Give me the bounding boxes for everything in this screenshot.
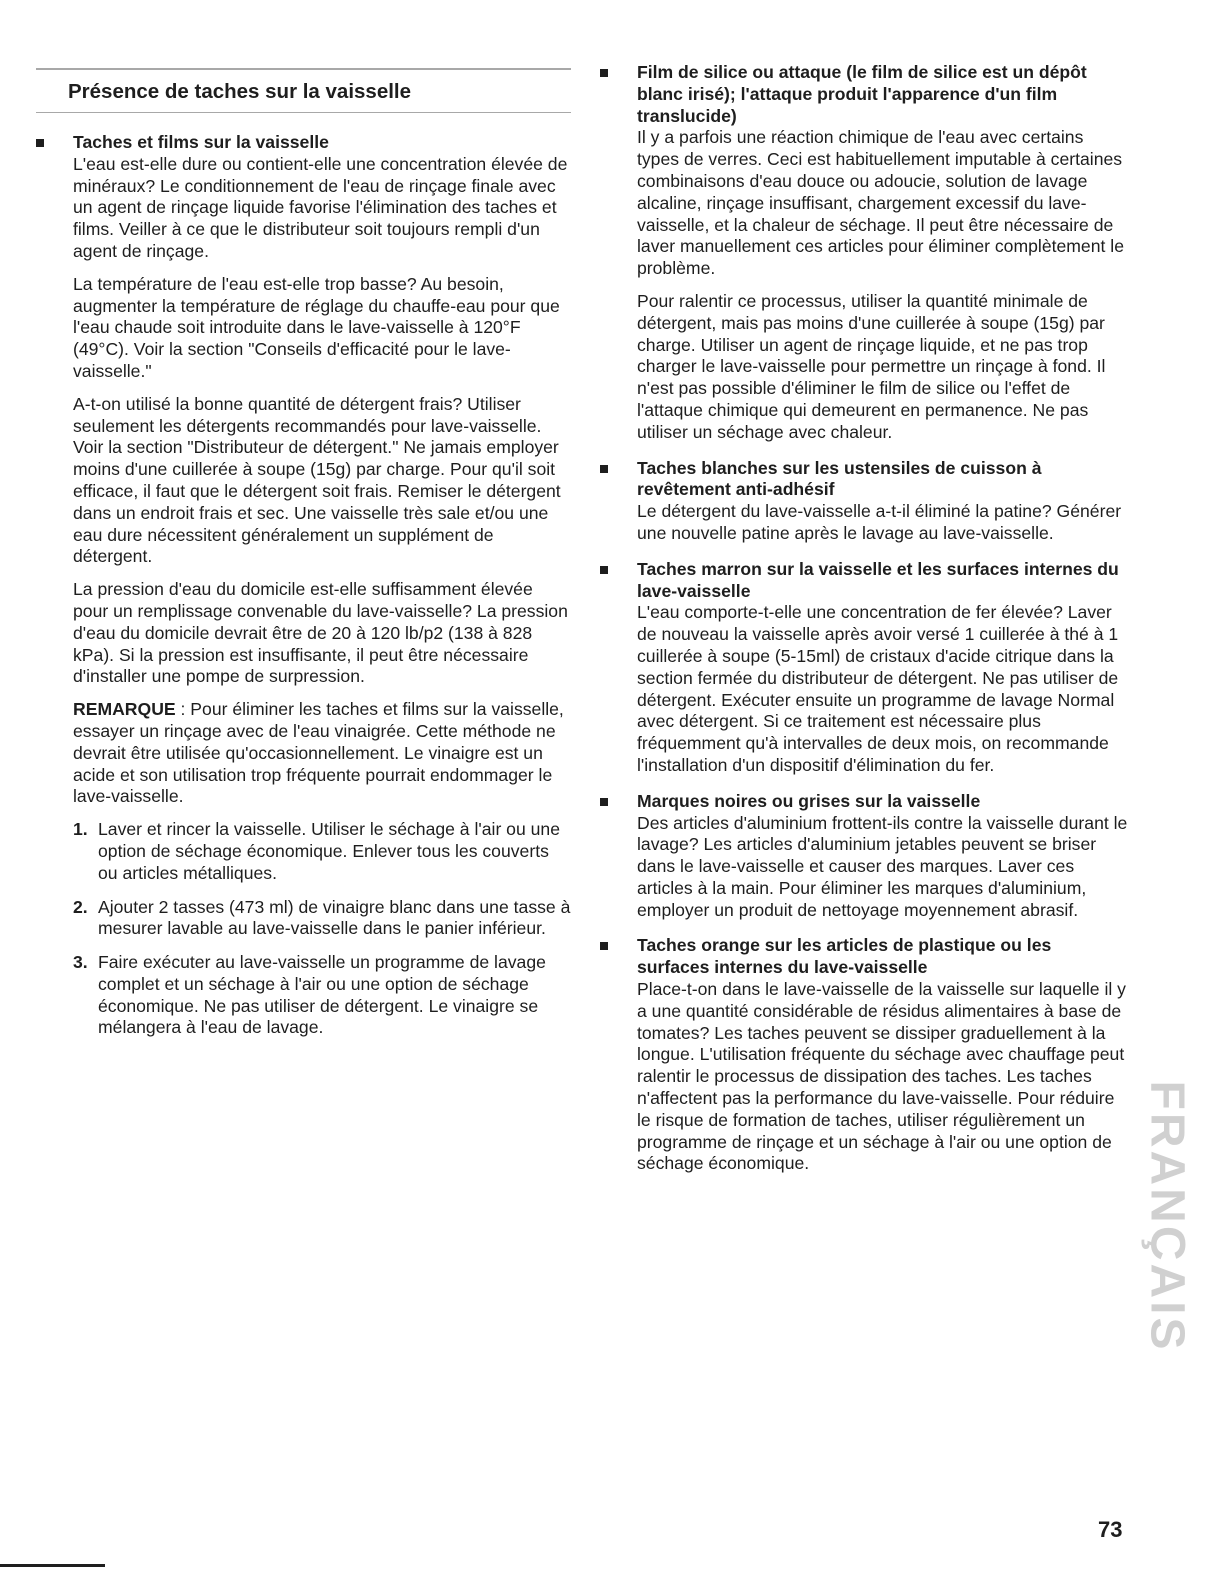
note-label: REMARQUE: [73, 699, 176, 720]
note-paragraph: [73, 699, 571, 808]
step-text: Ajouter 2 tasses (473 ml) de vinaigre blanc dans une tasse à mesurer lavable au lave-vaisselle dans le panier inférieur.: [98, 896, 571, 939]
square-bullet-icon: [600, 798, 608, 806]
side-tab-label: FRANÇAIS: [1140, 1080, 1194, 1353]
step-number: 2.: [73, 896, 88, 917]
page-number: 73: [1098, 1517, 1123, 1542]
paragraph: Il y a parfois une réaction chimique de l'eau avec certains types de verres. Ceci est habituellement imputable à certaines combinaisons d'eau douce ou adoucie, solution de lavage alcaline, rinçage insuffisant, chargement excessif du lave-vaisselle, et la chaleur de séchage. Il peut être nécessaire de laver manuellement ces articles pour éliminer complètement le problème.: [637, 127, 1124, 279]
step-item: [73, 952, 571, 1039]
bullet-item-brown-stains: [600, 559, 1128, 777]
paragraph: La pression d'eau du domicile est-elle suffisamment élevée pour un remplissage convenable du lave-vaisselle? La pression d'eau du domicile devrait être de 20 à 120 lb/p2 (138 à 828 kPa). Si la pression est insuffisante, il peut être nécessaire d'installer une pompe de surpression.: [73, 579, 568, 687]
square-bullet-icon: [600, 566, 608, 574]
bullet-title: Taches orange sur les articles de plastique ou les surfaces internes du lave-vaisselle: [637, 935, 1052, 978]
note-text: : Pour éliminer les taches et films sur la vaisselle, essayer un rinçage avec de l'eau vinaigrée. Cette méthode ne devrait être utilisée qu'occasionnellement. Le vinaigre est un acide et son utilisation trop fréquente pourrait endommager le lave-vaisselle.: [73, 699, 564, 807]
bullet-title: Taches marron sur la vaisselle et les surfaces internes du lave-vaisselle: [637, 558, 1119, 601]
paragraph: L'eau comporte-t-elle une concentration de fer élevée? Laver de nouveau la vaisselle après avoir versé 1 cuillerée à thé à 1 cuillerée à soupe (5-15ml) de cristaux d'acide citrique dans la section fermée du distributeur de détergent. Ne pas utiliser de détergent. Exécuter ensuite un programme de lavage Normal avec détergent. Si ce traitement est nécessaire plus fréquemment qu'à intervalles de deux mois, on recommande l'installation d'un dispositif d'élimination du fer.: [637, 602, 1119, 775]
square-bullet-icon: [36, 139, 44, 147]
square-bullet-icon: [600, 942, 608, 950]
header-rule-top: [36, 68, 571, 70]
step-item: [73, 897, 571, 941]
section-header: [36, 62, 571, 118]
paragraph: La température de l'eau est-elle trop basse? Au besoin, augmenter la température de réglage du chauffe-eau pour que l'eau chaude soit introduite dans le lave-vaisselle à 120°F (49°C). Voir la section "Conseils d'efficacité pour le lave-vaisselle.": [73, 273, 560, 381]
paragraph: L'eau est-elle dure ou contient-elle une concentration élevée de minéraux? Le conditionnement de l'eau de rinçage finale avec un agent de rinçage liquide favorise l'élimination des taches et films. Veiller à ce que le distributeur soit toujours rempli d'un agent de rinçage.: [73, 153, 568, 261]
square-bullet-icon: [600, 465, 608, 473]
right-column: [600, 62, 1128, 1189]
bullet-item-black-marks: [600, 791, 1128, 922]
paragraph: Place-t-on dans le lave-vaisselle de la vaisselle sur laquelle il y a une quantité considérable de résidus alimentaires à base de tomates? Les taches peuvent se dissiper graduellement à la longue. L'utilisation fréquente du séchage avec chauffage peut ralentir le processus de dissipation des taches. Les taches n'affectent pas la performance du lave-vaisselle. Pour réduire le risque de formation de taches, utiliser régulièrement un programme de rinçage et un séchage à l'air ou une option de séchage économique.: [637, 979, 1126, 1174]
paragraph: Des articles d'aluminium frottent-ils contre la vaisselle durant le lavage? Les articles d'aluminium jetables peuvent se briser dans le lave-vaisselle et causer des marques. Laver ces articles à la main. Pour éliminer les marques d'aluminium, employer un produit de nettoyage moyennement abrasif.: [637, 812, 1128, 920]
bullet-title: Taches et films sur la vaisselle: [73, 132, 329, 152]
step-number: 3.: [73, 952, 88, 973]
language-side-tab: [1140, 1080, 1194, 1353]
header-rule-bottom: [36, 112, 571, 113]
paragraph: Le détergent du lave-vaisselle a-t-il éliminé la patine? Générer une nouvelle patine après le lavage au lave-vaisselle.: [637, 501, 1122, 543]
section-title: Présence de taches sur la vaisselle: [68, 80, 412, 103]
bullet-title: Film de silice ou attaque (le film de silice est un dépôt blanc irisé); l'attaque produit l'apparence d'un film translucide): [637, 62, 1087, 126]
steps-list: [73, 819, 571, 1039]
bullet-item-silica-film: [600, 62, 1128, 444]
step-text: Laver et rincer la vaisselle. Utiliser le séchage à l'air ou une option de séchage économique. Enlever tous les couverts ou articles métalliques.: [98, 819, 560, 883]
step-number: 1.: [73, 819, 88, 840]
paragraph: A-t-on utilisé la bonne quantité de détergent frais? Utiliser seulement les détergents recommandés pour lave-vaisselle. Voir la section "Distributeur de détergent." Ne jamais employer moins d'une cuillerée à soupe (15g) par charge. Pour qu'il soit efficace, il faut que le détergent soit frais. Remiser le détergent dans un endroit frais et sec. Une vaisselle très sale et/ou une eau dure nécessitent généralement un supplément de détergent.: [73, 393, 561, 567]
paragraph: Pour ralentir ce processus, utiliser la quantité minimale de détergent, mais pas moins d'une cuillerée à soupe (15g) par charge. Utiliser un agent de rinçage liquide, et ne pas trop charger le lave-vaisselle pour permettre un rinçage à fond. Il n'est pas possible d'éliminer le film de silice ou l'effet de l'attaque chimique qui demeurent en permanence. Ne pas utiliser un séchage avec chaleur.: [637, 290, 1106, 442]
bullet-title: Marques noires ou grises sur la vaisselle: [637, 790, 981, 811]
bullet-title: Taches blanches sur les ustensiles de cuisson à revêtement anti-adhésif: [637, 457, 1042, 500]
left-column: [36, 62, 571, 1053]
step-item: [73, 819, 571, 884]
square-bullet-icon: [600, 69, 608, 77]
bullet-item-orange-stains: [600, 935, 1128, 1175]
bullet-item-spots-films: [36, 132, 571, 1039]
step-text: Faire exécuter au lave-vaisselle un programme de lavage complet et un séchage à l'air ou une option de séchage économique. Ne pas utiliser de détergent. Le vinaigre se mélangera à l'eau de lavage.: [98, 952, 546, 1038]
bullet-item-white-spots: [600, 458, 1128, 545]
footer-rule: [0, 1564, 105, 1567]
